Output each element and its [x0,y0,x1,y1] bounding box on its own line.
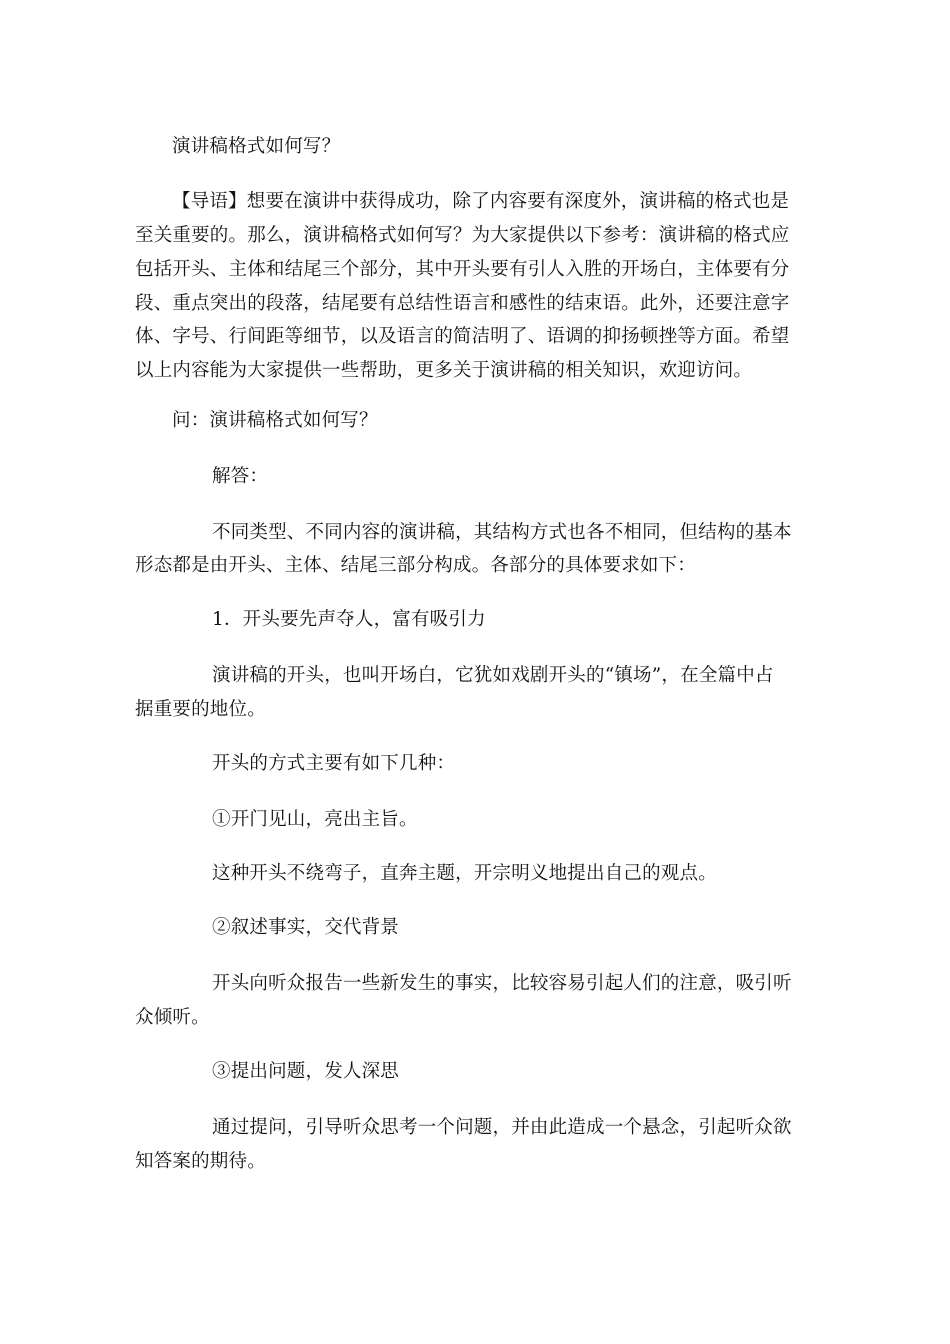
method2-desc-line: 开头向听众报告一些新发生的事实，比较容易引起人们的注意，吸引听 [212,973,792,994]
method3-desc-line: 通过提问，引导听众思考一个问题，并由此造成一个悬念，引起听众欲 [212,1117,792,1138]
intro-line: 【导语】想要在演讲中获得成功，除了内容要有深度外，演讲稿的格式也是 [172,191,790,212]
method3-heading: ③提出问题，发人深思 [212,1061,400,1082]
document-title: 演讲稿格式如何写？ [172,136,341,157]
method3-desc-line: 知答案的期待。 [135,1151,266,1172]
opening-desc-line: 演讲稿的开头，也叫开场白，它犹如戏剧开头的“镇场”，在全篇中占 [212,665,774,686]
section-heading: 1．开头要先声夺人，富有吸引力 [212,609,486,630]
opening-desc-line: 据重要的地位。 [135,699,266,720]
intro-line: 至关重要的。那么，演讲稿格式如何写？为大家提供以下参考：演讲稿的格式应 [135,225,790,246]
structure-line: 不同类型、不同内容的演讲稿，其结构方式也各不相同，但结构的基本 [212,522,792,543]
answer-label: 解答： [212,466,269,487]
intro-line: 体、字号、行间距等细节，以及语言的简洁明了、语调的抑扬顿挫等方面。希望 [135,326,790,347]
method1-desc: 这种开头不绕弯子，直奔主题，开宗明义地提出自己的观点。 [212,863,717,884]
intro-line: 包括开头、主体和结尾三个部分，其中开头要有引人入胜的开场白，主体要有分 [135,259,790,280]
structure-line: 形态都是由开头、主体、结尾三部分构成。各部分的具体要求如下： [135,555,697,576]
intro-line: 以上内容能为大家提供一些帮助，更多关于演讲稿的相关知识，欢迎访问。 [135,360,753,381]
method2-heading: ②叙述事实，交代背景 [212,917,400,938]
intro-line: 段、重点突出的段落，结尾要有总结性语言和感性的结束语。此外，还要注意字 [135,293,790,314]
method2-desc-line: 众倾听。 [135,1007,210,1028]
method1-heading: ①开门见山，亮出主旨。 [212,809,418,830]
methods-intro: 开头的方式主要有如下几种： [212,753,456,774]
question-line: 问：演讲稿格式如何写？ [172,410,378,431]
